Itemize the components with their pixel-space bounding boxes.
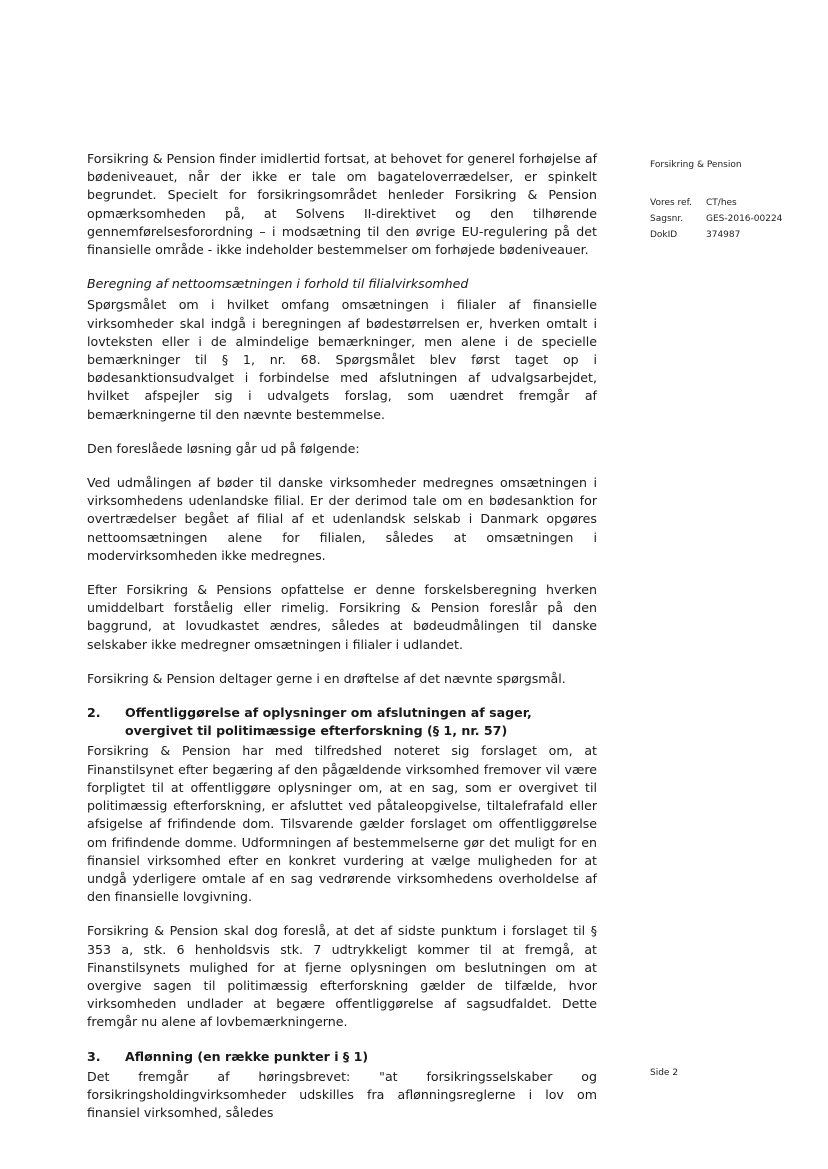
section-number: 2. — [87, 705, 101, 721]
paragraph-remuneration: Det fremgår af høringsbrevet: "at forsikringsselskaber og forsikringsholdingvirksomheder udskilles fra aflønningsreglerne i lov om finansiel virksomhed, således — [87, 1068, 597, 1121]
reference-label: Sagsnr. — [650, 214, 684, 224]
reference-row — [650, 227, 820, 243]
sidebar-references — [650, 157, 820, 243]
paragraph-proposed-solution: Den foreslåede løsning går ud på følgende: — [87, 440, 360, 456]
reference-value: 374987 — [706, 230, 741, 240]
reference-row — [650, 211, 820, 227]
paragraph-discussion-offer: Forsikring & Pension deltager gerne i en drøftelse af det nævnte spørgsmål. — [87, 670, 566, 686]
paragraph-publication: Forsikring & Pension har med tilfredshed noteret sig forslaget om, at Finanstilsynet efter begæring af den pågældende virksomhed fremover vil være forpligtet til at offentliggøre oplysninger om, at en sag, som er overgivet til politimæssig efterforskning, er afsluttet ved påtaleopgivelse, tiltalefrafald eller afsigelse af frifindende dom. Tilsvarende gælder forslaget om offentliggørelse om frifindende domme. Udformningen af bestemmelserne gør det muligt for en finansiel virksomhed efter en konkret vurdering at vælge muligheden for at undgå yderligere omtale af en sag vedrørende virksomhedens overholdelse af den finansielle lovgivning. — [87, 743, 597, 905]
subheading-net-turnover: Beregning af nettoomsætningen i forhold til filialvirksomhed — [87, 276, 469, 292]
reference-label: DokID — [650, 230, 678, 240]
paragraph-opinion: Efter Forsikring & Pensions opfattelse er denne forskelsberegning hverken umiddelbart forståelig eller rimelig. Forsikring & Pension foreslår på den baggrund, at lovudkastet ændres, således at bødeudmålingen til danske selskaber ikke medregner omsætningen i filialer i udlandet. — [87, 582, 597, 652]
paragraph-calculation-rule: Ved udmålingen af bøder til danske virksomheder medregnes omsætningen i virksomhedens udenlandske filial. Er der derimod tale om en bødesanktion for overtrædelser begået af filial af et udenlandsk selskab i Danmark opgøres nettoomsætningen alene for filialen, således at omsætningen i modervirksomheden ikke medregnes. — [87, 475, 597, 563]
reference-value: CT/hes — [706, 198, 737, 208]
reference-value: GES-2016-00224 — [706, 214, 783, 224]
sidebar-org-name: Forsikring & Pension — [650, 160, 742, 170]
section-title: Aflønning (en række punkter i § 1) — [125, 1048, 369, 1064]
paragraph-turnover-question: Spørgsmålet om i hvilket omfang omsætningen i filialer af finansielle virksomheder skal indgå i beregningen af bødestørrelsen er, hverken omtalt i lovteksten eller i de almindelige bemærkninger, men alene i de specielle bemærkninger til § 1, nr. 68. Spørgsmålet blev først taget op i bødesanktionsudvalget i forbindelse med afslutningen af udvalgsarbejdet, hvilket afspejler sig i udvalgets forslag, som uændret fremgår af bemærkningerne til den nævnte bestemmelse. — [87, 297, 597, 422]
reference-row — [650, 195, 820, 211]
section-heading-3 — [87, 1048, 597, 1066]
page-number: Side 2 — [650, 1068, 679, 1078]
paragraph-penalty-level: Forsikring & Pension finder imidlertid fortsat, at behovet for generel forhøjelse af bødeniveauet, når der ikke er tale om bagateloverrædelser, er spinkelt begrundet. Specielt for forsikringsområdet henleder Forsikring & Pension opmærksomheden på, at Solvens II-direktivet og den tilhørende gennemførelsesforordning – i modsætning til den øvrige EU-regulering på det finansielle område - ikke indeholder bestemmelser om forhøjede bødeniveauer. — [87, 151, 597, 258]
paragraph-proposal-353a: Forsikring & Pension skal dog foreslå, at det af sidste punktum i forslaget til § 353 a, stk. 6 henholdsvis stk. 7 udtrykkeligt kommer til at fremgå, at Finanstilsynets mulighed for at fjerne oplysningen om beslutningen om at overgive sagen til politimæssig efterforskning gælder de tilfælde, hvor virksomheden undlader at begære offentliggørelse af sagsudfaldet. Dette fremgår nu alene af lovbemærkningerne. — [87, 923, 597, 1030]
section-number: 3. — [87, 1048, 101, 1064]
section-heading-2 — [87, 704, 597, 740]
letter-body — [87, 150, 597, 1124]
section-title: Offentliggørelse af oplysninger om afslutningen af sager, overgivet til politimæssige efterforskning (§ 1, nr. 57) — [125, 705, 532, 739]
reference-label: Vores ref. — [650, 198, 692, 208]
